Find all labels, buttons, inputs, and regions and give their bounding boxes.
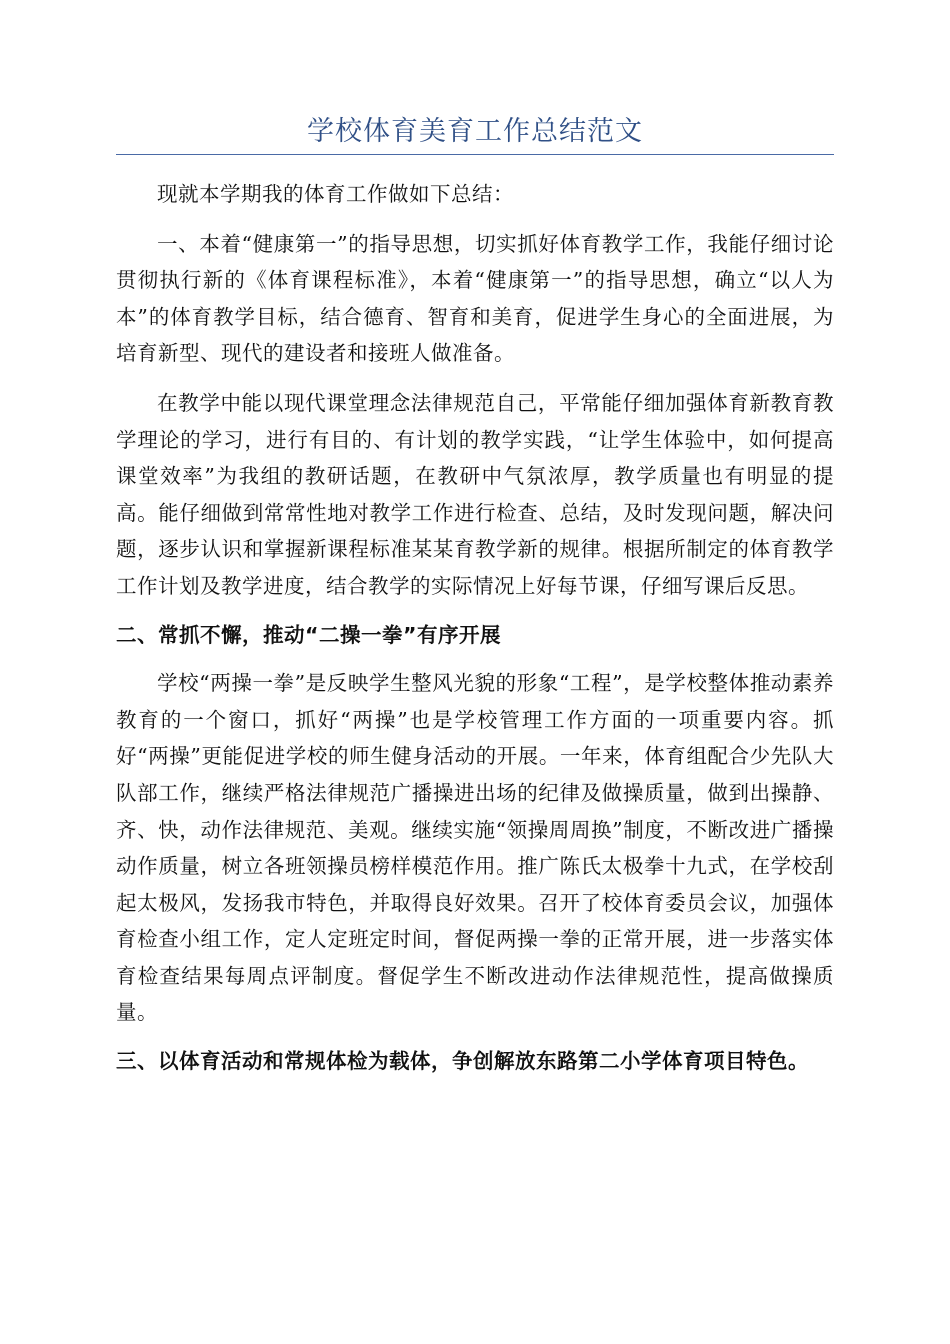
title-underline bbox=[116, 154, 834, 155]
intro-paragraph: 现就本学期我的体育工作做如下总结： bbox=[157, 182, 514, 206]
document-body bbox=[116, 176, 834, 1092]
section2-heading: 二、常抓不懈，推动“二操一拳”有序开展 bbox=[116, 622, 501, 647]
section3-heading: 三、以体育活动和常规体检为载体，争创解放东路第二小学体育项目特色。 bbox=[116, 1049, 809, 1074]
section1-paragraph-2: 在教学中能以现代课堂理念法律规范自己，平常能仔细加强体育新教育教学理论的学习，进行有目的、有计划的教学实践，“让学生体验中，如何提高课堂效率”为我组的教研话题，在教研中气氛浓厚，教学质量也有明显的提高。能仔细做到常常性地对教学工作进行检查、总结，及时发现问题，解决问题，逐步认识和掌握新课程标准某某育教学新的规律。根据所制定的体育教学工作计划及教学进度，结合教学的实际情况上好每节课，仔细写课后反思。 bbox=[116, 390, 834, 598]
section1-paragraph-1: 一、本着“健康第一”的指导思想，切实抓好体育教学工作，我能仔细讨论贯彻执行新的《体育课程标准》，本着“健康第一”的指导思想，确立“以人为本”的体育教学目标，结合德育、智育和美育，促进学生身心的全面进展，为培育新型、现代的建设者和接班人做准备。 bbox=[116, 231, 834, 366]
section2-paragraph-1: 学校“两操一拳”是反映学生整风光貌的形象“工程”，是学校整体推动素养教育的一个窗口，抓好“两操”也是学校管理工作方面的一项重要内容。抓好“两操”更能促进学校的师生健身活动的开展。一年来，体育组配合少先队大队部工作，继续严格法律规范广播操进出场的纪律及做操质量，做到出操静、齐、快，动作法律规范、美观。继续实施“领操周周换”制度，不断改进广播操动作质量，树立各班领操员榜样模范作用。推广陈氏太极拳十九式，在学校刮起太极风，发扬我市特色，并取得良好效果。召开了校体育委员会议，加强体育检查小组工作，定人定班定时间，督促两操一拳的正常开展，进一步落实体育检查结果每周点评制度。督促学生不断改进动作法律规范性，提高做操质量。 bbox=[116, 671, 834, 1025]
document-title: 学校体育美育工作总结范文 bbox=[307, 116, 643, 147]
